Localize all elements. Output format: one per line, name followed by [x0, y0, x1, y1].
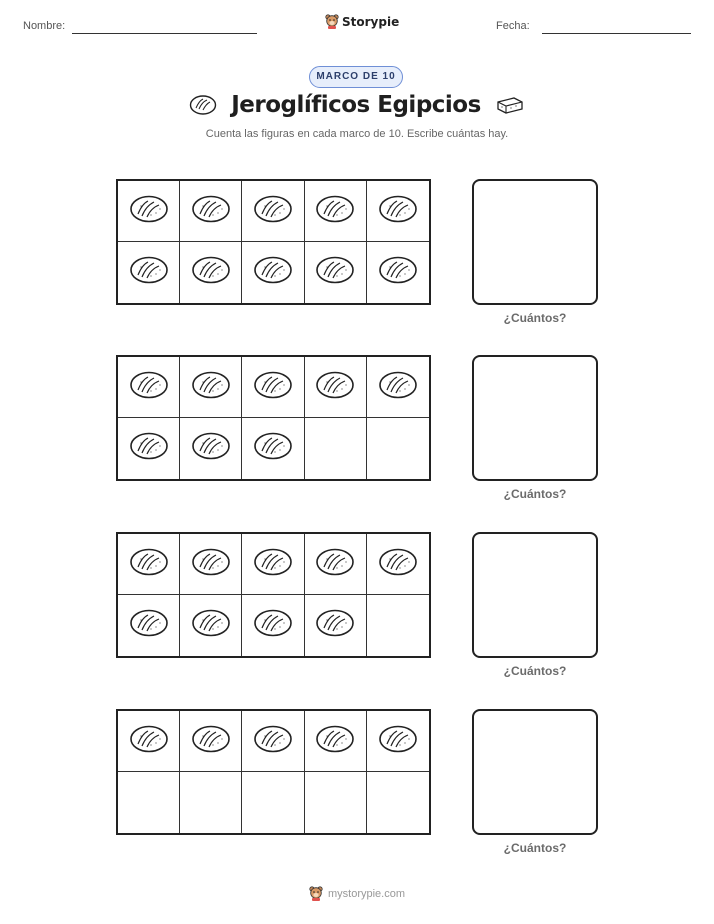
bread-loaf-icon [315, 255, 355, 290]
answer-box-1[interactable] [472, 179, 598, 305]
ten-frame-cell [305, 711, 367, 772]
brick-icon [495, 94, 525, 116]
bread-loaf-icon [378, 194, 418, 229]
answer-box-2[interactable] [472, 355, 598, 481]
bread-loaf-icon [129, 608, 169, 643]
answer-label: ¿Cuántos? [503, 487, 567, 501]
bread-loaf-icon [378, 370, 418, 405]
bear-mascot-icon [325, 14, 339, 29]
ten-frame-cell [180, 772, 242, 833]
page-title: Jeroglíficos Egipcios [231, 92, 481, 118]
ten-frame-3 [116, 532, 431, 658]
ten-frame-cell [180, 242, 242, 303]
ten-frame-cell [305, 357, 367, 418]
ten-frame-cell [180, 181, 242, 242]
brand-name: Storypie [342, 14, 400, 29]
answer-box-3[interactable] [472, 532, 598, 658]
ten-frame-cell [242, 534, 304, 595]
ten-frame-cell [180, 357, 242, 418]
ten-frame-cell [305, 772, 367, 833]
name-line[interactable] [72, 33, 257, 34]
bread-loaf-icon [253, 608, 293, 643]
ten-frame-4 [116, 709, 431, 835]
answer-label: ¿Cuántos? [503, 664, 567, 678]
ten-frame-cell [180, 595, 242, 656]
ten-frame-1 [116, 179, 431, 305]
ten-frame-cell [305, 181, 367, 242]
ten-frame-cell [305, 242, 367, 303]
bread-loaf-icon [315, 370, 355, 405]
brand-logo [325, 14, 399, 29]
ten-frame-cell [367, 357, 429, 418]
ten-frame-cell [305, 418, 367, 479]
bread-loaf-icon [129, 724, 169, 759]
ten-frame-cell [242, 772, 304, 833]
ten-frame-cell [305, 534, 367, 595]
bread-loaf-icon [191, 547, 231, 582]
ten-frame-cell [242, 418, 304, 479]
name-label: Nombre: [23, 20, 66, 32]
ten-frame-cell [118, 595, 180, 656]
bread-loaf-icon [253, 724, 293, 759]
footer-url: mystorypie.com [327, 887, 406, 900]
ten-frame-cell [118, 772, 180, 833]
bread-loaf-icon [315, 608, 355, 643]
bread-loaf-icon [129, 370, 169, 405]
bread-loaf-icon [253, 547, 293, 582]
bread-loaf-icon [129, 194, 169, 229]
bread-loaf-icon [315, 194, 355, 229]
bread-loaf-icon [129, 547, 169, 582]
ten-frame-cell [180, 534, 242, 595]
ten-frame-cell [118, 181, 180, 242]
bread-loaf-icon [191, 255, 231, 290]
bread-loaf-icon [191, 194, 231, 229]
ten-frame-cell [367, 181, 429, 242]
ten-frame-cell [367, 534, 429, 595]
bread-loaf-icon [253, 194, 293, 229]
ten-frame-cell [118, 418, 180, 479]
bread-loaf-icon [189, 94, 217, 116]
ten-frame-cell [118, 357, 180, 418]
ten-frame-cell [367, 772, 429, 833]
bread-loaf-icon [253, 255, 293, 290]
ten-frame-cell [242, 711, 304, 772]
ten-frame-cell [118, 534, 180, 595]
date-line[interactable] [542, 33, 691, 34]
ten-frame-cell [118, 242, 180, 303]
ten-frame-cell [367, 242, 429, 303]
ten-frame-cell [305, 595, 367, 656]
topic-badge: MARCO DE 10 [309, 66, 403, 88]
bread-loaf-icon [315, 547, 355, 582]
ten-frame-cell [242, 357, 304, 418]
ten-frame-cell [367, 418, 429, 479]
bread-loaf-icon [253, 370, 293, 405]
ten-frame-cell [180, 711, 242, 772]
bread-loaf-icon [378, 255, 418, 290]
title-row [0, 92, 714, 118]
footer [0, 886, 714, 901]
answer-label: ¿Cuántos? [503, 311, 567, 325]
bread-loaf-icon [253, 431, 293, 466]
bread-loaf-icon [378, 724, 418, 759]
bread-loaf-icon [191, 431, 231, 466]
date-label: Fecha: [496, 20, 530, 32]
ten-frame-cell [118, 711, 180, 772]
bread-loaf-icon [191, 370, 231, 405]
answer-box-4[interactable] [472, 709, 598, 835]
bread-loaf-icon [129, 255, 169, 290]
ten-frame-cell [242, 242, 304, 303]
ten-frame-cell [242, 181, 304, 242]
ten-frame-cell [367, 595, 429, 656]
ten-frame-cell [180, 418, 242, 479]
instructions: Cuenta las figuras en cada marco de 10. Escribe cuántas hay. [205, 128, 509, 140]
bread-loaf-icon [315, 724, 355, 759]
ten-frame-cell [367, 711, 429, 772]
bear-mascot-icon [309, 886, 323, 901]
bread-loaf-icon [378, 547, 418, 582]
ten-frame-cell [242, 595, 304, 656]
bread-loaf-icon [191, 608, 231, 643]
bread-loaf-icon [129, 431, 169, 466]
answer-label: ¿Cuántos? [503, 841, 567, 855]
bread-loaf-icon [191, 724, 231, 759]
ten-frame-2 [116, 355, 431, 481]
